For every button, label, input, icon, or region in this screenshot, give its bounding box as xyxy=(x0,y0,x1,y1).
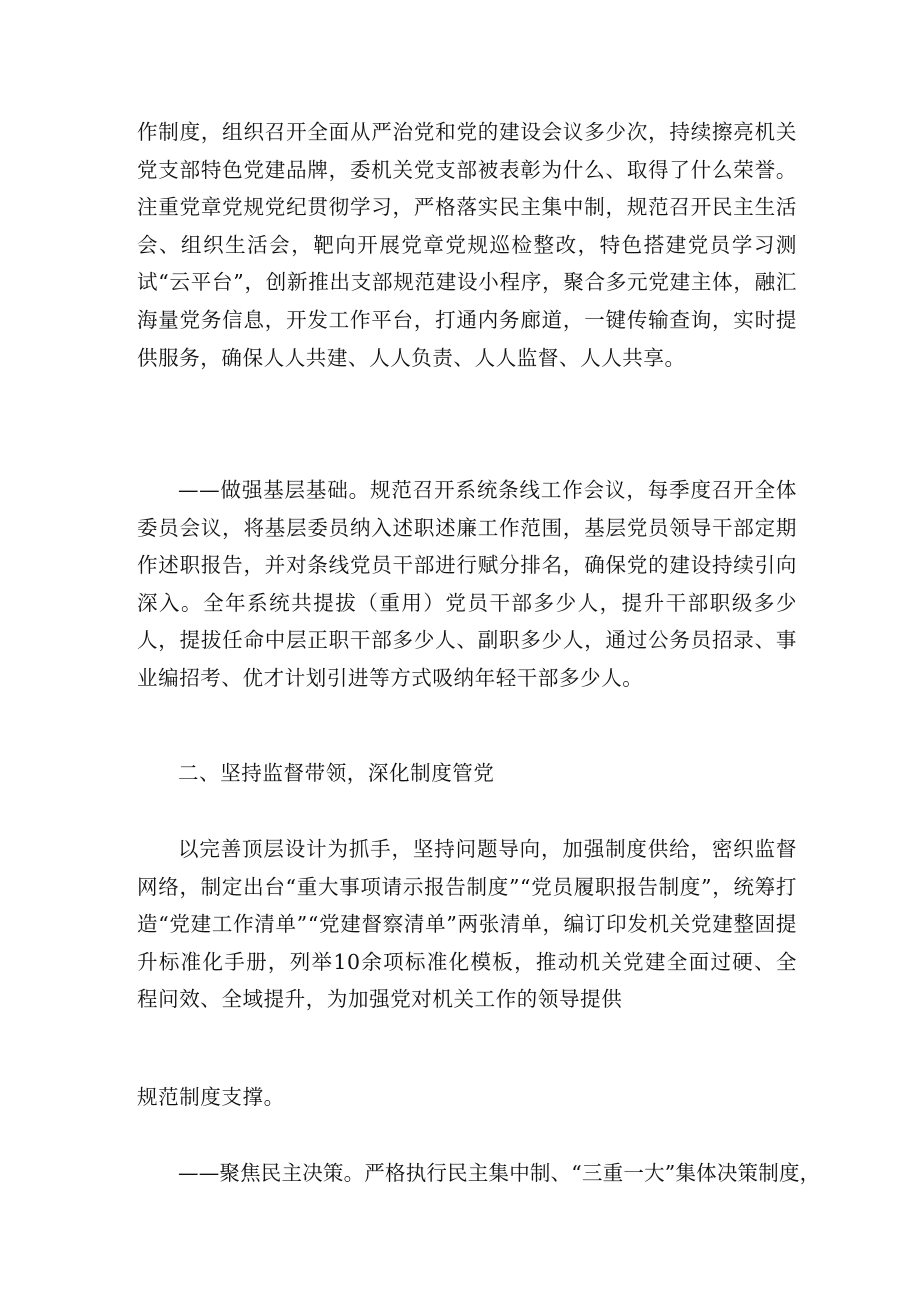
section-heading-supervision: 二、坚持监督带领，深化制度管党 xyxy=(178,761,495,785)
paragraph-party-building-system: 作制度，组织召开全面从严治党和党的建设会议多少次，持续擦亮机关党支部特色党建品牌，委机关党支部被表彰为什么、取得了什么荣誉。注重党章党规党纪贯彻学习，严格落实民主集中制，规范召开民主生活会、组织生活会，靶向开展党章党规巡检整改，特色搭建党员学习测试“云平台”，创新推出支部规范建设小程序，聚合多元党建主体，融汇海量党务信息，开发工作平台，打通内务廊道，一键传输查询，实时提供服务，确保人人共建、人人负责、人人监督、人人共享。 xyxy=(137,120,797,370)
paragraph-institutional-design: 以完善顶层设计为抓手，坚持问题导向，加强制度供给，密织监督网络，制定出台“重大事项请示报告制度”“党员履职报告制度”，统筹打造“党建工作清单”“党建督察清单”两张清单，编订印发机关党建整固提升标准化手册，列举10余项标准化模板，推动机关党建全面过硬、全程问效、全域提升，为加强党对机关工作的领导提供 xyxy=(137,837,797,1012)
paragraph-grassroots-foundation: ——做强基层基础。规范召开系统条线工作会议，每季度召开全体委员会议，将基层委员纳入述职述廉工作范围，基层党员领导干部定期作述职报告，并对条线党员干部进行赋分排名，确保党的建设持续引向深入。全年系统共提拔（重用）党员干部多少人，提升干部职级多少人，提拔任命中层正职干部多少人、副职多少人，通过公务员招录、事业编招考、优才计划引进等方式吸纳年轻干部多少人。 xyxy=(137,478,797,690)
paragraph-democratic-decision: ——聚焦民主决策。严格执行民主集中制、“三重一大”集体决策制度， xyxy=(178,1161,821,1185)
paragraph-continuation-line: 规范制度支撑。 xyxy=(137,1085,285,1109)
